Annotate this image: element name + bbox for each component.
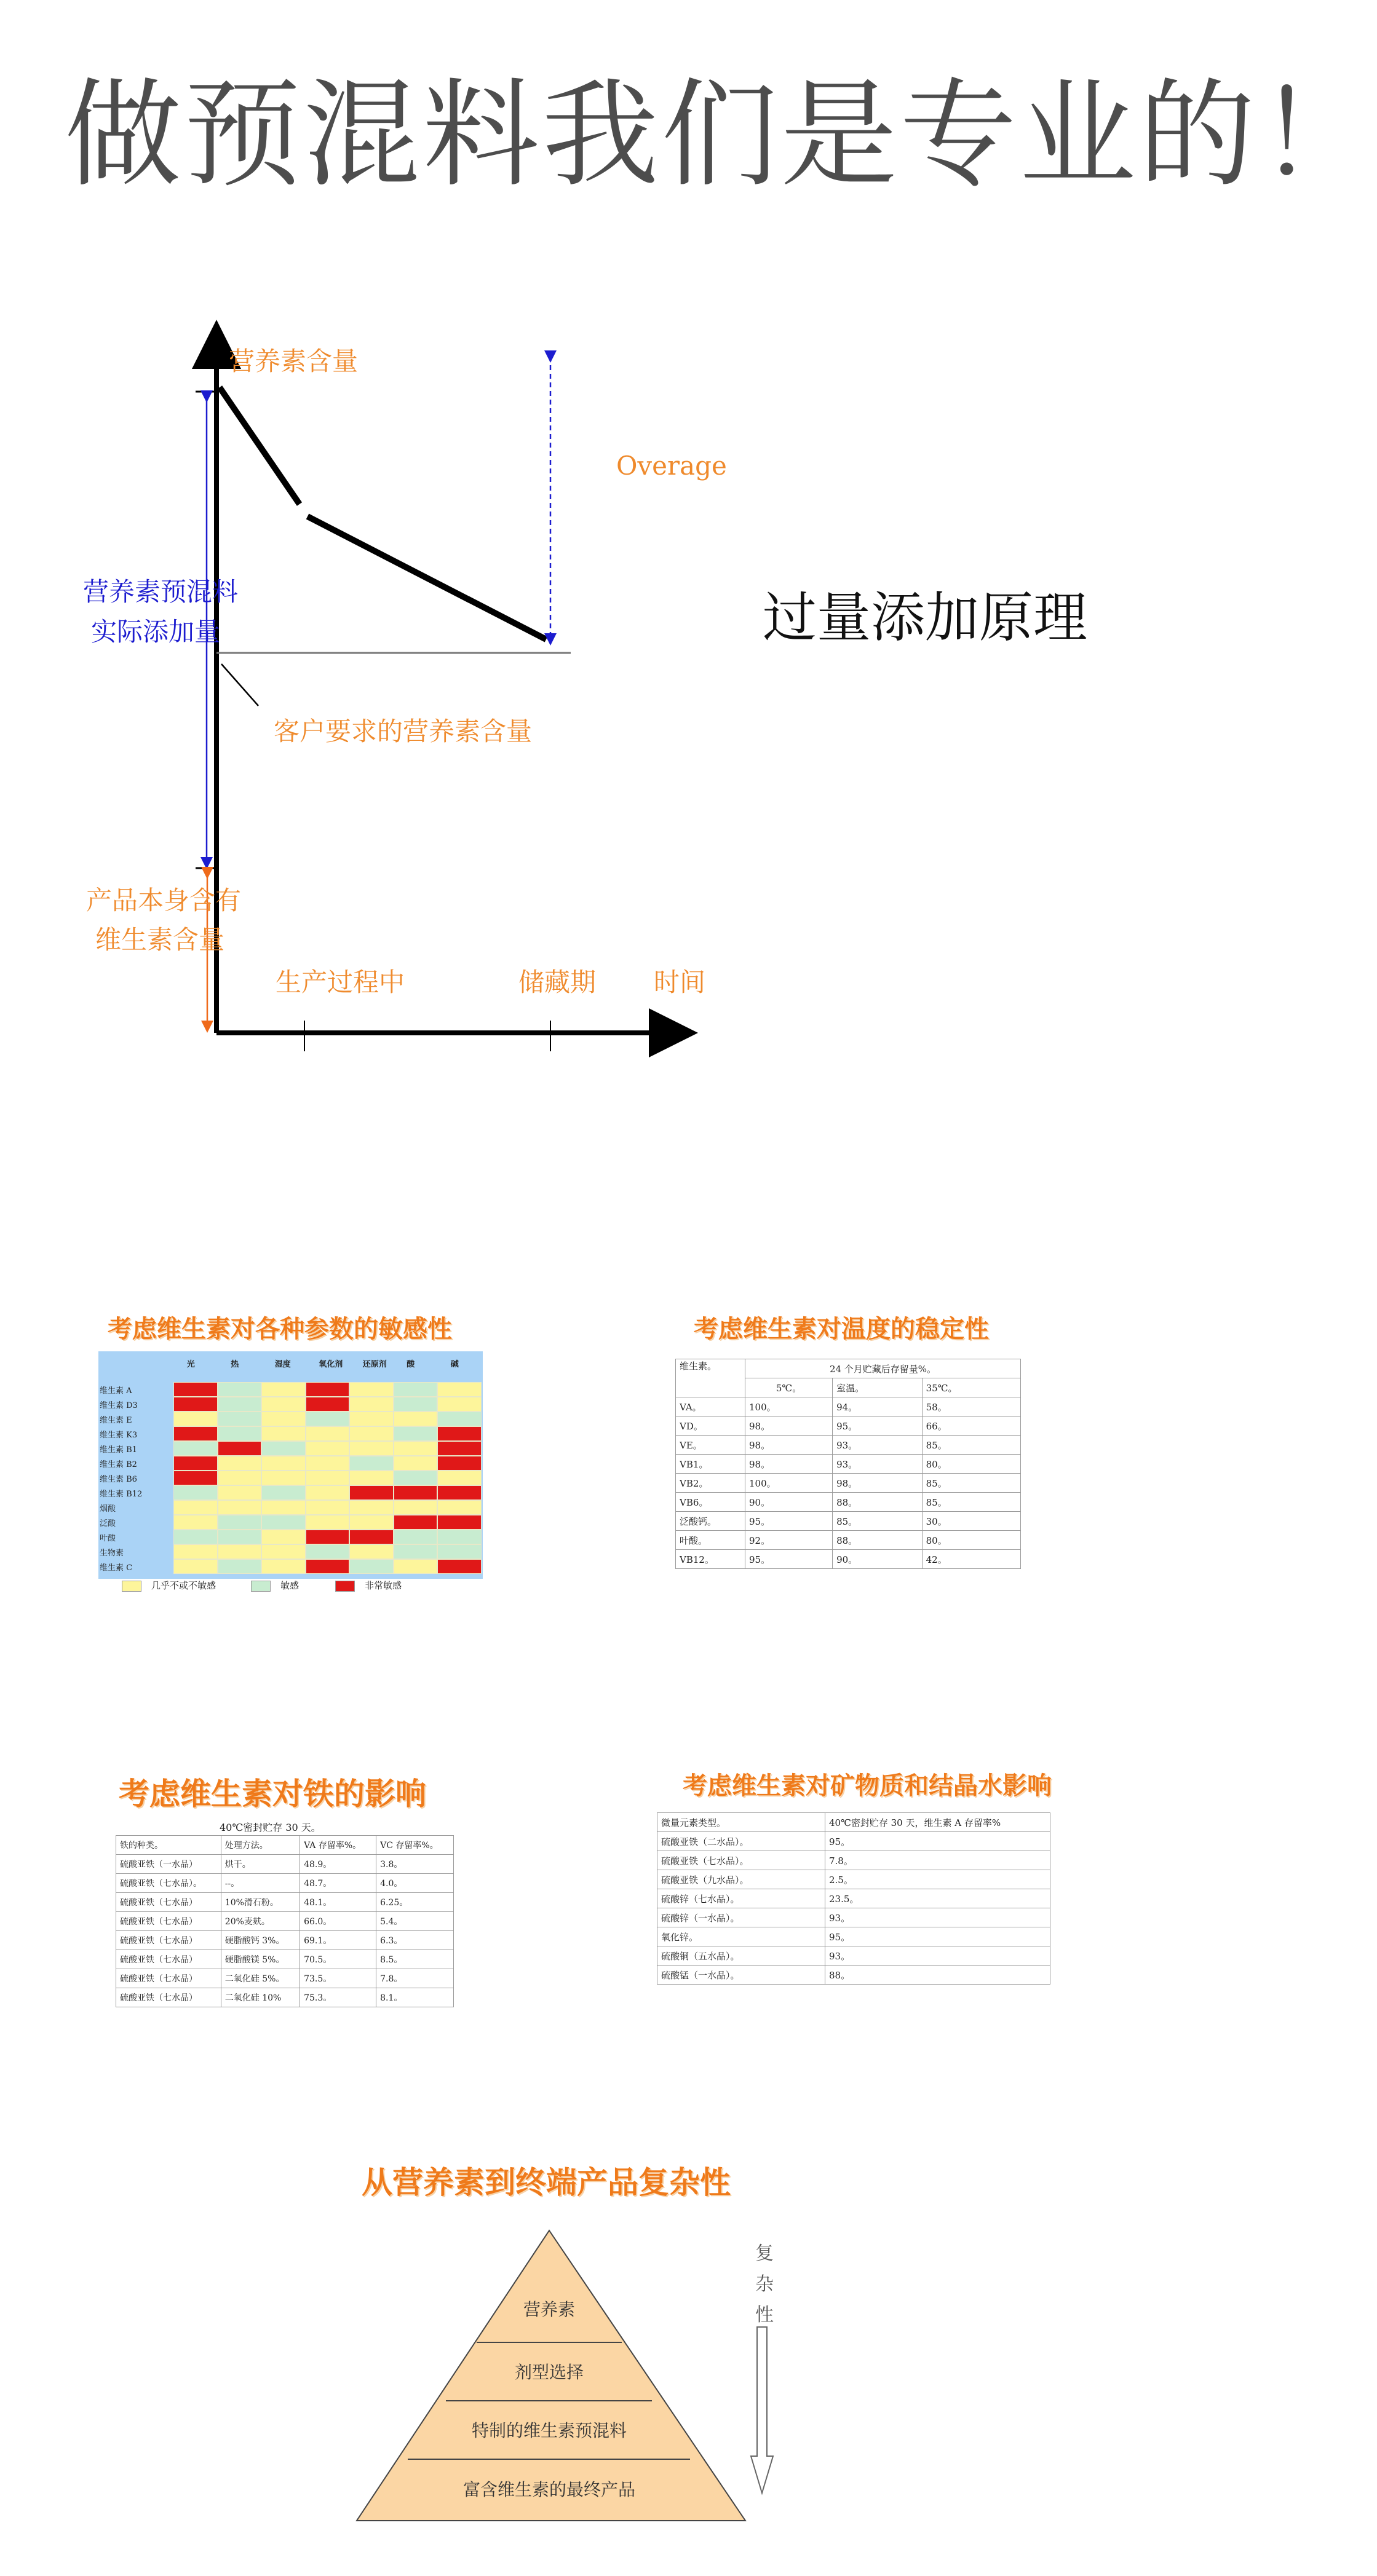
table-cell: 93。: [825, 1946, 1050, 1966]
sensitivity-cell: [394, 1412, 438, 1426]
sensitivity-cell: [173, 1544, 218, 1559]
table-header-row: 微量元素类型。 40℃密封贮存 30 天，维生素 A 存留率%: [657, 1813, 1050, 1832]
table-cell: 98。: [745, 1436, 833, 1455]
table-row: [676, 1493, 1021, 1512]
sensitivity-cell: [173, 1485, 218, 1500]
sensitivity-cell: [218, 1530, 262, 1544]
table-cell: VB6。: [676, 1493, 745, 1512]
column-header: 热: [231, 1360, 239, 1369]
table-cell: 硬脂酸镁 5%。: [221, 1950, 300, 1969]
sensitivity-cell: [394, 1530, 438, 1544]
sensitivity-cell: [306, 1530, 350, 1544]
sensitivity-cell: [261, 1500, 306, 1515]
row-label: 生物素: [100, 1549, 124, 1558]
table-cell: 85。: [922, 1474, 1020, 1493]
table-cell: 氧化锌。: [657, 1927, 825, 1946]
table-cell: 硫酸亚铁（七水品）: [116, 1988, 221, 2007]
row-label: 烟酸: [100, 1504, 116, 1514]
sensitivity-cell: [349, 1397, 394, 1412]
table-row: [676, 1455, 1021, 1474]
sensitivity-cell: [306, 1412, 350, 1426]
table-cell: 泛酸钙。: [676, 1512, 745, 1531]
sensitivity-cell: [437, 1382, 482, 1397]
table-cell: 20%麦麸。: [221, 1912, 300, 1931]
table-cell: 硫酸亚铁（七水品）: [116, 1912, 221, 1931]
table-cell: 66。: [922, 1416, 1020, 1436]
table-cell: 硫酸亚铁（二水品）。: [657, 1832, 825, 1851]
sensitivity-cell: [437, 1485, 482, 1500]
minerals-table: [657, 1812, 1050, 1985]
table-row: [676, 1436, 1021, 1455]
table-cell: 8.1。: [376, 1988, 454, 2007]
table-row: [116, 1969, 454, 1988]
table-subheader-row: 5℃。 室温。 35℃。: [676, 1378, 1021, 1397]
table-cell: VA。: [676, 1397, 745, 1416]
table-cell: 98。: [745, 1455, 833, 1474]
table-cell: 硫酸亚铁（一水品）: [116, 1855, 221, 1874]
table-cell: 7.8。: [825, 1851, 1050, 1870]
sensitivity-cell: [306, 1544, 350, 1559]
row-label: 维生素 B12: [100, 1490, 143, 1499]
sensitivity-cell: [394, 1471, 438, 1485]
table-row: [676, 1416, 1021, 1436]
pyramid-level-3: 特制的维生素预混料: [471, 2420, 627, 2441]
complexity-label-2: 杂: [755, 2274, 774, 2295]
x-axis-label: 时间: [654, 967, 706, 997]
sensitivity-cell: [261, 1559, 306, 1574]
sensitivity-cell: [173, 1456, 218, 1471]
pyramid-level-1: 营养素: [523, 2299, 575, 2320]
table-cell: 48.1。: [300, 1893, 376, 1912]
sensitivity-cell: [261, 1412, 306, 1426]
iron-title: 考虑维生素对铁的影响: [119, 1776, 426, 1812]
table-cell: 75.3。: [300, 1988, 376, 2007]
sensitivity-cell: [261, 1485, 306, 1500]
table-cell: --。: [221, 1874, 300, 1893]
sensitivity-cell: [306, 1456, 350, 1471]
sensitivity-cell: [261, 1426, 306, 1441]
table-cell: 88。: [825, 1966, 1050, 1985]
table-row: [657, 1889, 1050, 1908]
iron-table: [116, 1835, 454, 2007]
table-cell: 85。: [922, 1436, 1020, 1455]
pyramid-title: 从营养素到终端产品复杂性: [362, 2165, 731, 2200]
table-cell: 二氧化硅 5%。: [221, 1969, 300, 1988]
sensitivity-cell: [261, 1515, 306, 1530]
sensitivity-cell: [173, 1530, 218, 1544]
table-cell: 42。: [922, 1550, 1020, 1569]
table-cell: 硫酸锰（一水品）。: [657, 1966, 825, 1985]
table-row: [116, 1893, 454, 1912]
column-header: 酸: [407, 1360, 415, 1369]
sensitivity-cell: [261, 1456, 306, 1471]
table-cell: 100。: [745, 1397, 833, 1416]
legend-swatch: [122, 1581, 141, 1592]
sensitivity-cell: [173, 1500, 218, 1515]
complexity-label-3: 性: [755, 2304, 774, 2326]
sensitivity-cell: [349, 1530, 394, 1544]
table-cell: 85。: [922, 1493, 1020, 1512]
sensitivity-cell: [437, 1456, 482, 1471]
table-cell: 80。: [922, 1455, 1020, 1474]
table-cell: 硫酸亚铁（九水品）。: [657, 1870, 825, 1889]
sensitivity-table: [98, 1351, 483, 1579]
sensitivity-cell: [394, 1441, 438, 1456]
sensitivity-cell: [218, 1559, 262, 1574]
table-cell: 94。: [833, 1397, 923, 1416]
row-label: 泛酸: [100, 1519, 116, 1528]
sensitivity-cell: [218, 1441, 262, 1456]
sensitivity-cell: [306, 1500, 350, 1515]
row-label: 维生素 K3: [100, 1431, 138, 1440]
sensitivity-cell: [306, 1426, 350, 1441]
table-cell: 硬脂酸钙 3%。: [221, 1931, 300, 1950]
sensitivity-cell: [218, 1515, 262, 1530]
row-label: 维生素 E: [100, 1416, 132, 1425]
table-header-row: 铁的种类。 处理方法。 VA 存留率%。 VC 存留率%。: [116, 1836, 454, 1855]
table-cell: 48.7。: [300, 1874, 376, 1893]
legend-item-very-sensitive: 非常敏感: [335, 1579, 402, 1592]
sensitivity-cell: [394, 1456, 438, 1471]
sensitivity-cell: [437, 1441, 482, 1456]
table-cell: 48.9。: [300, 1855, 376, 1874]
table-cell: 10%滑石粉。: [221, 1893, 300, 1912]
minerals-title: 考虑维生素对矿物质和结晶水影响: [683, 1772, 1052, 1800]
x-label-production: 生产过程中: [276, 967, 405, 997]
sensitivity-cell: [437, 1397, 482, 1412]
table-cell: 叶酸。: [676, 1531, 745, 1550]
sensitivity-cell: [173, 1426, 218, 1441]
table-cell: 硫酸亚铁（七水品）。: [657, 1851, 825, 1870]
table-cell: 烘干。: [221, 1855, 300, 1874]
table-cell: 93。: [833, 1436, 923, 1455]
decline-line-1: [220, 387, 300, 504]
sensitivity-cell: [394, 1559, 438, 1574]
sensitivity-cell: [349, 1559, 394, 1574]
sensitivity-cell: [394, 1485, 438, 1500]
table-cell: 100。: [745, 1474, 833, 1493]
table-cell: 7.8。: [376, 1969, 454, 1988]
sensitivity-cell: [173, 1471, 218, 1485]
page-title: 做预混料我们是专业的！: [65, 67, 1377, 203]
sensitivity-cell: [218, 1544, 262, 1559]
sensitivity-cell: [218, 1456, 262, 1471]
sensitivity-cell: [218, 1382, 262, 1397]
overage-label: Overage: [616, 451, 727, 481]
product-content-label-line1: 产品本身含有: [86, 885, 242, 915]
table-cell: 73.5。: [300, 1969, 376, 1988]
table-row: [657, 1851, 1050, 1870]
table-row: [657, 1927, 1050, 1946]
sensitivity-cell: [173, 1441, 218, 1456]
table-cell: 88。: [833, 1531, 923, 1550]
sensitivity-cell: [261, 1441, 306, 1456]
sensitivity-cell: [306, 1471, 350, 1485]
table-cell: 硫酸亚铁（七水品）: [116, 1931, 221, 1950]
table-cell: 硫酸锌（七水品）。: [657, 1889, 825, 1908]
table-cell: 6.25。: [376, 1893, 454, 1912]
table-cell: 93。: [833, 1455, 923, 1474]
sensitivity-cell: [394, 1382, 438, 1397]
table-cell: VE。: [676, 1436, 745, 1455]
column-header: 氧化剂: [319, 1360, 343, 1369]
table-cell: 80。: [922, 1531, 1020, 1550]
column-header: 光: [186, 1360, 195, 1369]
table-row: [657, 1908, 1050, 1927]
sensitivity-cell: [173, 1412, 218, 1426]
table-cell: 98。: [833, 1474, 923, 1493]
table-cell: 88。: [833, 1493, 923, 1512]
sensitivity-cell: [349, 1412, 394, 1426]
sensitivity-cell: [437, 1530, 482, 1544]
sensitivity-cell: [218, 1412, 262, 1426]
sensitivity-cell: [306, 1485, 350, 1500]
table-row: [116, 1988, 454, 2007]
pyramid-level-4: 富含维生素的最终产品: [462, 2479, 635, 2500]
table-cell: 2.5。: [825, 1870, 1050, 1889]
sensitivity-cell: [173, 1397, 218, 1412]
premix-label-line1: 营养素预混料: [83, 577, 239, 607]
sensitivity-cell: [394, 1544, 438, 1559]
table-row: [676, 1531, 1021, 1550]
row-label: 维生素 B2: [100, 1460, 137, 1469]
table-cell: 6.3。: [376, 1931, 454, 1950]
sensitivity-cell: [437, 1426, 482, 1441]
sensitivity-cell: [261, 1530, 306, 1544]
table-cell: 23.5。: [825, 1889, 1050, 1908]
sensitivity-cell: [173, 1559, 218, 1574]
table-cell: 98。: [745, 1416, 833, 1436]
table-cell: 95。: [745, 1512, 833, 1531]
sensitivity-cell: [173, 1382, 218, 1397]
table-row: [657, 1946, 1050, 1966]
sensitivity-cell: [394, 1397, 438, 1412]
sensitivity-cell: [349, 1426, 394, 1441]
x-label-storage: 储藏期: [518, 967, 597, 997]
table-cell: VB1。: [676, 1455, 745, 1474]
sensitivity-cell: [306, 1382, 350, 1397]
table-row: [657, 1832, 1050, 1851]
sensitivity-cell: [437, 1559, 482, 1574]
sensitivity-cell: [349, 1485, 394, 1500]
row-label: 维生素 D3: [100, 1401, 138, 1410]
sensitivity-cell: [437, 1412, 482, 1426]
table-cell: 69.1。: [300, 1931, 376, 1950]
premix-label-line2: 实际添加量: [91, 617, 221, 647]
table-cell: 92。: [745, 1531, 833, 1550]
overage-principle-title: 过量添加原理: [763, 586, 1088, 649]
y-axis-label: 营养素含量: [229, 346, 359, 376]
table-cell: 93。: [825, 1908, 1050, 1927]
table-row: [676, 1512, 1021, 1531]
table-header-row: 维生素。 24 个月贮藏后存留量%。: [676, 1359, 1021, 1378]
customer-requirement-label: 客户要求的营养素含量: [274, 716, 533, 746]
table-cell: VB12。: [676, 1550, 745, 1569]
sensitivity-cell: [218, 1500, 262, 1515]
sensitivity-cell: [306, 1397, 350, 1412]
sensitivity-cell: [261, 1471, 306, 1485]
table-cell: VB2。: [676, 1474, 745, 1493]
sensitivity-cell: [437, 1471, 482, 1485]
row-label: 维生素 A: [100, 1386, 132, 1396]
table-row: [116, 1912, 454, 1931]
sensitivity-cell: [349, 1441, 394, 1456]
table-row: [116, 1950, 454, 1969]
sensitivity-cell: [218, 1485, 262, 1500]
table-row: [116, 1855, 454, 1874]
table-row: [116, 1874, 454, 1893]
table-row: [676, 1550, 1021, 1569]
table-cell: 硫酸锌（一水品）。: [657, 1908, 825, 1927]
temperature-title: 考虑维生素对温度的稳定性: [694, 1315, 989, 1343]
legend-swatch: [335, 1581, 355, 1592]
sensitivity-cell: [394, 1515, 438, 1530]
table-cell: 硫酸铜（五水品）。: [657, 1946, 825, 1966]
legend-item-insensitive: 几乎不或不敏感: [122, 1579, 216, 1592]
sensitivity-cell: [394, 1500, 438, 1515]
table-row: [116, 1931, 454, 1950]
column-header: 碱: [450, 1360, 459, 1369]
complexity-pyramid: [0, 2213, 1181, 2558]
table-cell: 90。: [833, 1550, 923, 1569]
sensitivity-cell: [218, 1397, 262, 1412]
row-label: 维生素 B6: [100, 1475, 137, 1484]
sensitivity-cell: [306, 1441, 350, 1456]
complexity-label-1: 复: [755, 2243, 774, 2264]
legend-item-sensitive: 敏感: [251, 1579, 299, 1592]
sensitivity-cell: [261, 1397, 306, 1412]
decline-line-2: [308, 516, 546, 639]
table-cell: VD。: [676, 1416, 745, 1436]
sensitivity-cell: [306, 1515, 350, 1530]
table-cell: 5.4。: [376, 1912, 454, 1931]
sensitivity-cell: [349, 1471, 394, 1485]
table-cell: 30。: [922, 1512, 1020, 1531]
sensitivity-cell: [437, 1500, 482, 1515]
sensitivity-cell: [349, 1456, 394, 1471]
sensitivity-cell: [349, 1500, 394, 1515]
complexity-arrow: [751, 2327, 773, 2493]
table-cell: 66.0。: [300, 1912, 376, 1931]
table-cell: 58。: [922, 1397, 1020, 1416]
temperature-table: [675, 1359, 1021, 1569]
table-row: [657, 1870, 1050, 1889]
sensitivity-cell: [437, 1544, 482, 1559]
table-row: [676, 1397, 1021, 1416]
table-cell: 4.0。: [376, 1874, 454, 1893]
sensitivity-cell: [349, 1544, 394, 1559]
column-header: 还原剂: [362, 1360, 387, 1369]
sensitivity-cell: [394, 1426, 438, 1441]
table-cell: 95。: [825, 1927, 1050, 1946]
pyramid-level-2: 剂型选择: [514, 2362, 584, 2382]
table-cell: 8.5。: [376, 1950, 454, 1969]
table-row: [657, 1966, 1050, 1985]
table-cell: 二氧化硅 10%: [221, 1988, 300, 2007]
table-cell: 硫酸亚铁（七水品）: [116, 1893, 221, 1912]
table-row: [676, 1474, 1021, 1493]
sensitivity-cell: [218, 1426, 262, 1441]
table-cell: 95。: [833, 1416, 923, 1436]
sensitivity-cell: [349, 1382, 394, 1397]
iron-caption: 40℃密封贮存 30 天。: [220, 1822, 321, 1833]
row-label: 维生素 C: [100, 1563, 133, 1573]
legend-swatch: [251, 1581, 271, 1592]
sensitivity-cell: [437, 1515, 482, 1530]
sensitivity-title: 考虑维生素对各种参数的敏感性: [108, 1315, 452, 1343]
table-cell: 90。: [745, 1493, 833, 1512]
sensitivity-cell: [261, 1382, 306, 1397]
product-content-label-line2: 维生素含量: [95, 925, 225, 955]
sensitivity-cell: [261, 1544, 306, 1559]
sensitivity-cell: [349, 1515, 394, 1530]
table-cell: 硫酸亚铁（七水品）: [116, 1950, 221, 1969]
table-cell: 3.8。: [376, 1855, 454, 1874]
table-cell: 硫酸亚铁（七水品）: [116, 1969, 221, 1988]
sensitivity-cell: [218, 1471, 262, 1485]
table-cell: 95。: [825, 1832, 1050, 1851]
table-cell: 95。: [745, 1550, 833, 1569]
sensitivity-cell: [173, 1515, 218, 1530]
table-cell: 85。: [833, 1512, 923, 1531]
table-cell: 70.5。: [300, 1950, 376, 1969]
column-header: 湿度: [274, 1360, 291, 1369]
row-label: 维生素 B1: [100, 1445, 137, 1455]
table-cell: 硫酸亚铁（七水品）。: [116, 1874, 221, 1893]
row-label: 叶酸: [100, 1534, 116, 1543]
sensitivity-cell: [306, 1559, 350, 1574]
